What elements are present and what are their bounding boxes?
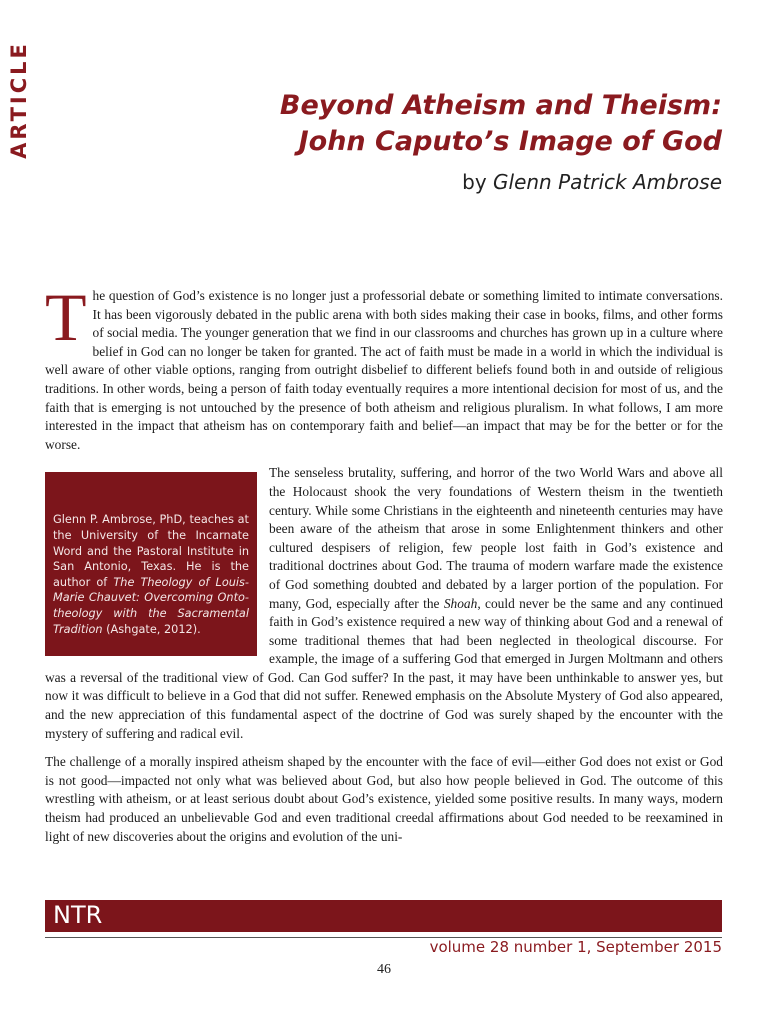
article-title [162, 88, 722, 160]
drop-cap: T [45, 279, 87, 355]
section-label [4, 40, 34, 160]
paragraph-1 [45, 279, 723, 454]
paragraph-1-text: he question of God’s existence is no longer just a professorial debate or something limited to intimate conversations. It has been vigorously debated in the public arena with both sides making their case in books, films, and other forms of social media. The younger generation that we find in our classrooms and churches has grown up in a culture where belief in God can no longer be taken for granted. The act of faith must be made in a world in which the individual is well aware of other viable options, ranging from outright disbelief to different beliefs found both in and outside of religious traditions. In other words, being a person of faith today eventually requires a more intentional decision for most of us, and the faith that is emerging is not untouched by the presence of both atheism and religious pluralism. In what follows, I am more interested in the impact that atheism has on contemporary faith and belief—an impact that may be for the better or for the worse. [45, 288, 723, 452]
article-header [162, 88, 722, 194]
section-label-text: ARTICLE [7, 41, 31, 159]
paragraph-2-italic: Shoah [443, 595, 478, 611]
article-body [45, 279, 723, 856]
footer-bar [45, 900, 722, 932]
page-number: 46 [377, 962, 391, 977]
journal-name: NTR [53, 901, 103, 929]
bio-text-2: (Ashgate, 2012). [102, 622, 201, 636]
bio-text-1: Glenn P. Ambrose, PhD, teaches at the University of the Incarnate Word and the Pastoral Institute in San Antonio, Texas. He is the author of [53, 513, 249, 589]
paragraph-2-text-a: The senseless brutality, suffering, and horror of the two World Wars and above all the Holocaust shook the very foundations of Western theism in the twentieth century. While some Christians in the eighteenth and nineteenth centuries may have been aware of the atheism that arose in some Enlightenment thinkers and other cultured despisers of religion, few people lost faith in God’s existence and traditional doctrines about God. The trauma of modern warfare made the existence of God something doubted and debated by a larger portion of the population. For many, God, especially after the [269, 465, 723, 611]
issue-info: volume 28 number 1, September 2015 [429, 938, 722, 956]
author-bio-box [45, 472, 257, 656]
byline-author: Glenn Patrick Ambrose [493, 170, 722, 194]
title-line-2: John Caputo’s Image of God [298, 126, 722, 157]
paragraph-2-text-b: , could never be the same and any continued faith in God’s existence required a new way of thinking about God and a renewal of some traditional themes that had been neglected in theological discourse. For example, the image of a suffering God that emerged in Jurgen Moltmann and others was a reversal of the traditional view of God. Can God suffer? In the past, it may have been unthinkable to answer yes, but now it was difficult to believe in a God that did not suffer. Renewed emphasis on the Absolute Mystery of God also appeared, and the new appreciation of this fundamental aspect of the doctrine of God was surely shaped by the encounter with the mystery of suffering and radical evil. [45, 595, 723, 741]
title-line-1: Beyond Atheism and Theism: [279, 90, 722, 121]
bio-book-title: The Theology of Louis-Marie Chauvet: Overcoming Onto-theology with the Sacramental Tradition [53, 575, 249, 636]
paragraph-3: The challenge of a morally inspired atheism shaped by the encounter with the face of evil—either God does not exist or God is not good—impacted not only what was believed about God, but also how people believed in God. The outcome of this wrestling with atheism, or at least serious doubt about God’s existence, yielded some positive results. In many ways, modern theism had produced an unbelievable God and even traditional creedal affirmations about God needed to be reexamined in light of new discoveries about the origins and evolution of the uni- [45, 754, 723, 844]
paragraph-2 [45, 464, 723, 743]
byline [162, 170, 722, 194]
byline-prefix: by [462, 170, 494, 194]
